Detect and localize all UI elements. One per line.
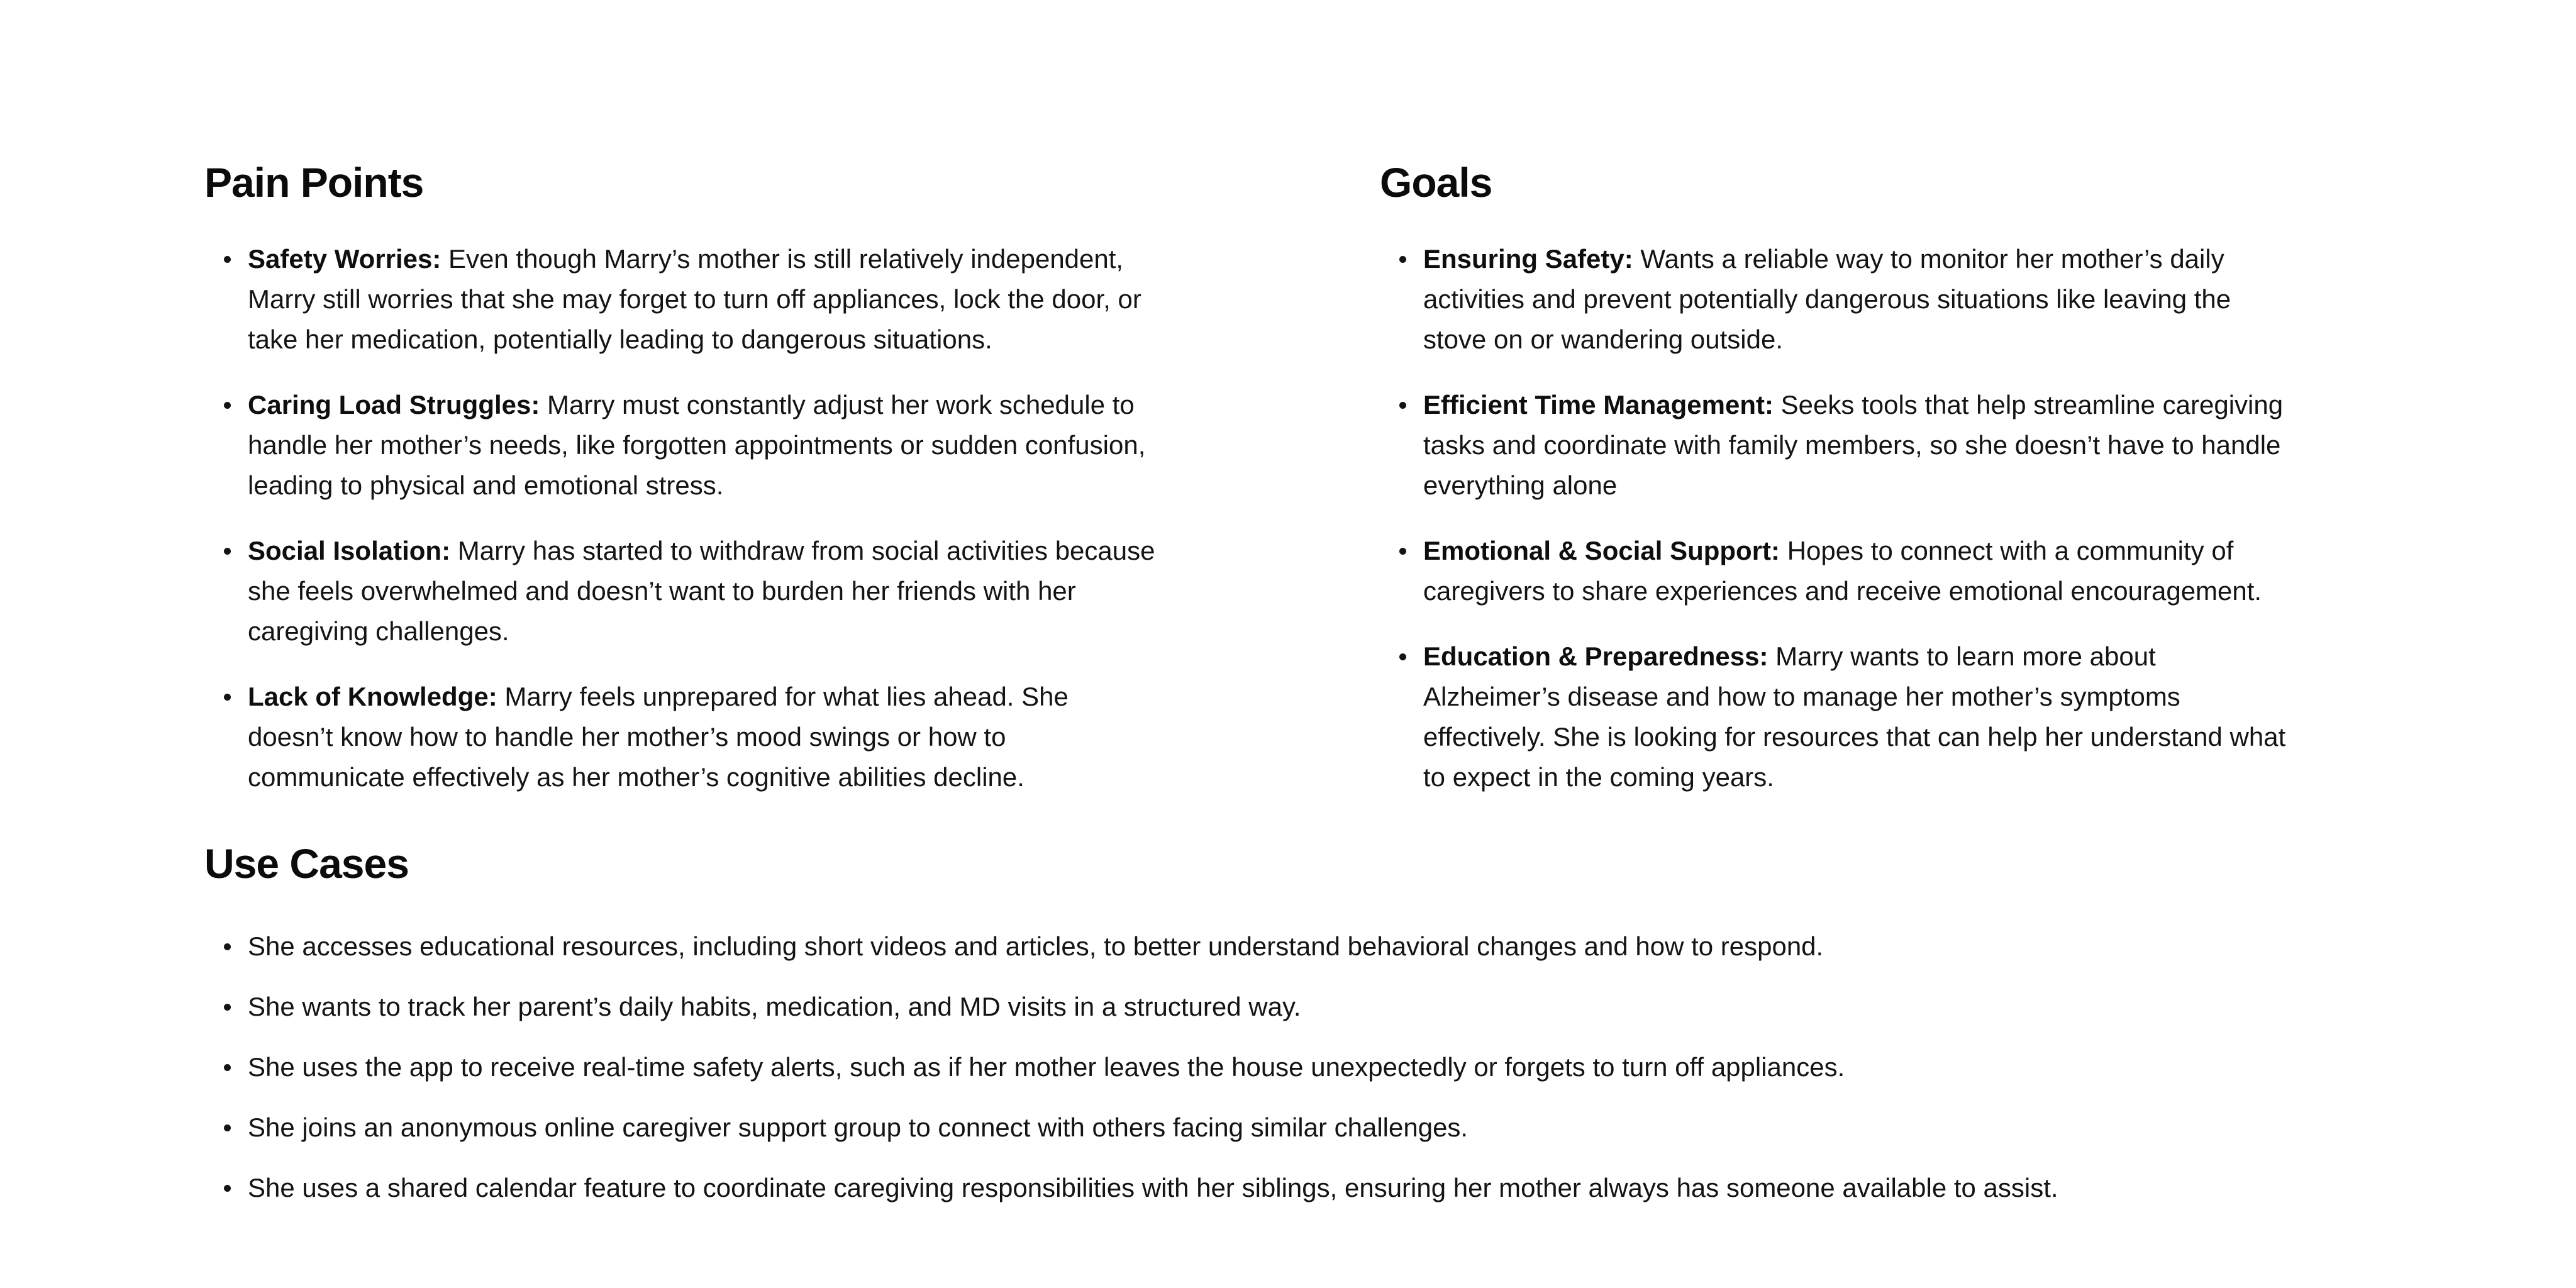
bullet-icon: [1399, 256, 1406, 263]
pain-points-title: Pain Points: [204, 159, 424, 206]
goal-item: [1380, 531, 2298, 611]
use-case-item: [204, 926, 2245, 967]
bullet-icon: [1399, 653, 1406, 660]
bullet-icon: [224, 943, 231, 950]
pain-point-text: Marry must constantly adjust her work schedule to handle her mother’s needs, like forgotten appointments or sudden confusion, leading to physical and emotional stress.: [248, 390, 1146, 500]
pain-points-list: [204, 239, 1160, 797]
bullet-icon: [224, 402, 231, 409]
goal-label: Ensuring Safety:: [1423, 244, 1641, 274]
pain-point-label: Caring Load Struggles:: [248, 390, 548, 419]
pain-point-item: [204, 677, 1160, 797]
pain-point-text: Even though Marry’s mother is still relatively independent, Marry still worries that she may forget to turn off appliances, lock the door, or take her medication, potentially leading to dangerous situations.: [248, 244, 1141, 354]
use-case-item: [204, 987, 2245, 1027]
goals-title: Goals: [1380, 159, 1492, 206]
goal-label: Education & Preparedness:: [1423, 641, 1776, 671]
bullet-icon: [224, 694, 231, 701]
goal-label: Efficient Time Management:: [1423, 390, 1781, 419]
pain-point-label: Social Isolation:: [248, 536, 458, 565]
goal-text: Hopes to connect with a community of caregivers to share experiences and receive emotional encouragement.: [1423, 536, 2262, 606]
use-case-text: She uses a shared calendar feature to coordinate caregiving responsibilities with her siblings, ensuring her mother always has someone available to assist.: [248, 1173, 2058, 1202]
pain-point-item: [204, 531, 1160, 652]
bullet-icon: [224, 1064, 231, 1071]
use-case-item: [204, 1168, 2245, 1208]
goal-text: Seeks tools that help streamline caregiving tasks and coordinate with family members, so she doesn’t have to handle everything alone: [1423, 390, 2284, 500]
pain-point-text: Marry feels unprepared for what lies ahead. She doesn’t know how to handle her mother’s mood swings or how to communicate effectively as her mother’s cognitive abilities decline.: [248, 682, 1069, 792]
pain-point-label: Safety Worries:: [248, 244, 448, 274]
bullet-icon: [224, 548, 231, 555]
bullet-icon: [224, 256, 231, 263]
use-case-text: She joins an anonymous online caregiver support group to connect with others facing similar challenges.: [248, 1113, 1468, 1142]
goal-item: [1380, 636, 2298, 797]
goals-section: [1380, 157, 2298, 797]
bullet-icon: [1399, 402, 1406, 409]
goal-item: [1380, 385, 2298, 506]
pain-point-text: Marry has started to withdraw from social activities because she feels overwhelmed and doesn’t want to burden her friends with her caregiving challenges.: [248, 536, 1155, 646]
use-case-item: [204, 1108, 2245, 1148]
use-case-item: [204, 1047, 2245, 1087]
use-cases-section: [204, 838, 2245, 1208]
bullet-icon: [224, 1124, 231, 1131]
pain-point-item: [204, 239, 1160, 360]
use-cases-list: [204, 926, 2245, 1208]
use-case-text: She uses the app to receive real-time safety alerts, such as if her mother leaves the house unexpectedly or forgets to turn off appliances.: [248, 1052, 1845, 1082]
use-case-text: She wants to track her parent’s daily habits, medication, and MD visits in a structured way.: [248, 992, 1301, 1021]
use-case-text: She accesses educational resources, including short videos and articles, to better understand behavioral changes and how to respond.: [248, 931, 1824, 961]
use-cases-title: Use Cases: [204, 840, 409, 887]
bullet-icon: [224, 1185, 231, 1192]
goal-label: Emotional & Social Support:: [1423, 536, 1787, 565]
goals-list: [1380, 239, 2298, 797]
pain-points-section: [204, 157, 1160, 797]
goal-text: Wants a reliable way to monitor her mother’s daily activities and prevent potentially dangerous situations like leaving the stove on or wandering outside.: [1423, 244, 2231, 354]
pain-point-item: [204, 385, 1160, 506]
goal-item: [1380, 239, 2298, 360]
goal-text: Marry wants to learn more about Alzheimer’s disease and how to manage her mother’s symptoms effectively. She is looking for resources that can help her understand what to expect in the coming years.: [1423, 641, 2286, 792]
bullet-icon: [1399, 548, 1406, 555]
bullet-icon: [224, 1004, 231, 1011]
pain-point-label: Lack of Knowledge:: [248, 682, 505, 711]
